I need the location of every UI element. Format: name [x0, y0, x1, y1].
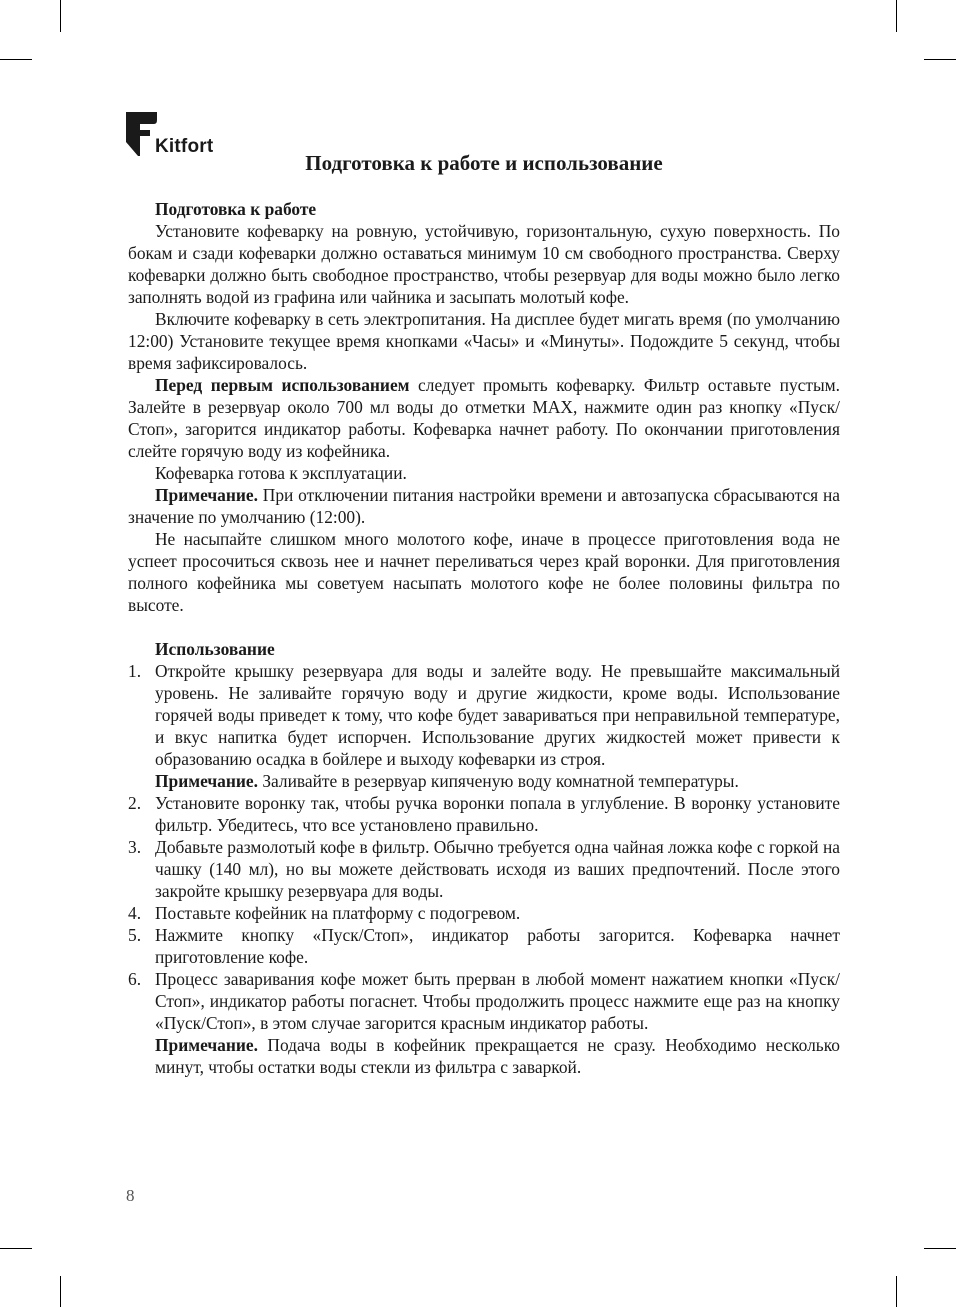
- crop-mark: [60, 1276, 61, 1307]
- usage-steps-list: [128, 660, 840, 1078]
- note: [128, 1034, 840, 1078]
- note-label: Примечание.: [155, 485, 258, 505]
- list-number: 5.: [128, 925, 142, 945]
- page-title: Подготовка к работе и использование: [305, 151, 663, 175]
- page-number: 8: [126, 1186, 135, 1205]
- crop-mark: [0, 1248, 32, 1249]
- list-item: [128, 902, 840, 924]
- paragraph: Включите кофеварку в сеть электропитания. На дисплее будет мигать время (по умолчанию 12:00) Установите текущее время кнопками «Часы» и «Минуты». Подождите 5 секунд, чтобы время зафиксировалось.: [128, 309, 840, 373]
- list-item: [128, 836, 840, 902]
- section-heading-usage: Использование: [155, 639, 275, 659]
- crop-mark: [60, 0, 61, 32]
- list-item-text: Процесс заваривания кофе может быть прерван в любой момент нажатием кнопки «Пуск/Стоп», индикатор работы погаснет. Чтобы продолжить процесс нажмите еще раз на кнопку «Пуск/Стоп», в этом случае загорится красным индикатор работы.: [155, 969, 840, 1033]
- crop-mark: [896, 0, 897, 32]
- list-number: 6.: [128, 969, 142, 989]
- note-text: Подача воды в кофейник прекращается не сразу. Необходимо несколько минут, чтобы остатки воды стекли из фильтра с заваркой.: [155, 1035, 840, 1077]
- list-number: 1.: [128, 661, 142, 681]
- list-number: 2.: [128, 793, 142, 813]
- list-item: [128, 968, 840, 1034]
- paragraph: Кофеварка готова к эксплуатации.: [155, 463, 407, 483]
- note-text: При отключении питания настройки времени и автозапуска сбрасываются на значение по умолчанию (12:00).: [128, 485, 840, 527]
- list-item-text: Установите воронку так, чтобы ручка воронки попала в углубление. В воронку установите фильтр. Убедитесь, что все установлено правильно.: [155, 793, 840, 835]
- paragraph: Установите кофеварку на ровную, устойчивую, горизонтальную, сухую поверхность. По бокам и сзади кофеварки должно оставаться минимум 10 см свободного пространства. Сверху кофеварки должно быть свободное пространство, чтобы резервуар для воды можно было легко заполнять водой из графина или чайника и засыпать молотый кофе.: [128, 221, 840, 307]
- bold-phrase: Перед первым использованием: [155, 375, 410, 395]
- list-item-text: Добавьте размолотый кофе в фильтр. Обычно требуется одна чайная ложка кофе с горкой на чашку (140 мл), но вы можете действовать исходя из ваших предпочтений. После этого закройте крышку резервуара для воды.: [155, 837, 840, 901]
- list-item-text: Нажмите кнопку «Пуск/Стоп», индикатор работы загорится. Кофеварка начнет приготовление кофе.: [155, 925, 840, 967]
- paragraph: [128, 374, 840, 462]
- list-number: 3.: [128, 837, 142, 857]
- paragraph: Не насыпайте слишком много молотого кофе, иначе в процессе приготовления вода не успеет просочиться сквозь нее и начнет переливаться через край воронки. Для приготовления полного кофейника мы советуем насыпать молотого кофе не более половины фильтра по высоте.: [128, 529, 840, 615]
- list-item-text: Откройте крышку резервуара для воды и залейте воду. Не превышайте максимальный уровень. Не заливайте горячую воду и другие жидкости, кроме воды. Использование горячей воды приведет к тому, что кофе будет завариваться при неправильной температуре, и вкус напитка будет испорчен. Использование других жидкостей может привести к образованию осадка в бойлере и выходу кофеварки из строя.: [155, 661, 840, 769]
- brand-name: Kitfort: [155, 136, 214, 157]
- note-label: Примечание.: [155, 771, 258, 791]
- list-item: [128, 792, 840, 836]
- crop-mark: [924, 59, 956, 60]
- note-label: Примечание.: [155, 1035, 258, 1055]
- crop-mark: [924, 1248, 956, 1249]
- list-number: 4.: [128, 903, 142, 923]
- crop-mark: [896, 1276, 897, 1307]
- list-item-text: Поставьте кофейник на платформу с подогревом.: [155, 903, 521, 923]
- crop-mark: [0, 59, 32, 60]
- section-heading-preparation: Подготовка к работе: [155, 199, 317, 219]
- list-item: [128, 660, 840, 770]
- note: [128, 770, 840, 792]
- paragraph-text: следует промыть кофеварку. Фильтр оставьте пустым. Залейте в резервуар около 700 мл воды до отметки MAX, нажмите один раз кнопку «Пуск/Стоп», загорится индикатор работы. Кофеварка начнет работу. По окончании приготовления слейте горячую воду из кофейника.: [128, 375, 840, 461]
- note: [128, 484, 840, 528]
- document-body: [128, 198, 840, 1078]
- note-text: Заливайте в резервуар кипяченую воду комнатной температуры.: [257, 771, 739, 791]
- list-item: [128, 924, 840, 968]
